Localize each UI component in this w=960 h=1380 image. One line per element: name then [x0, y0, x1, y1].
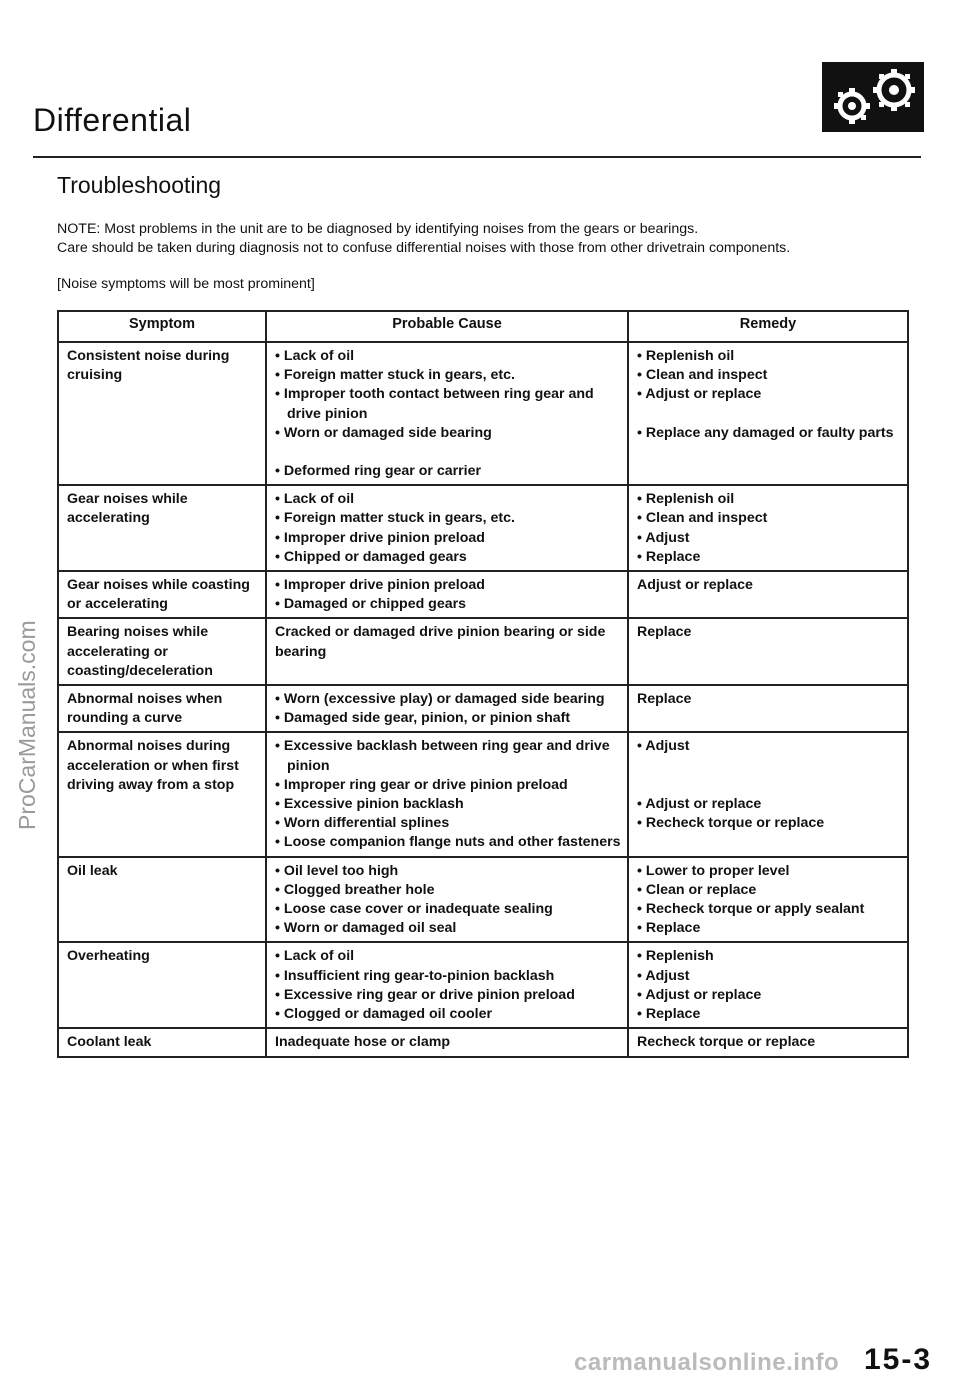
- cause-item: • Improper tooth contact between ring gear and drive pinion: [275, 385, 624, 423]
- remedy-cell: [628, 942, 908, 1028]
- remedy-cell: [628, 342, 908, 485]
- title-divider: [33, 156, 921, 158]
- remedy-item: • Adjust or replace: [637, 385, 904, 404]
- page-number: 15-3: [864, 1343, 933, 1376]
- remedy-cell: Adjust or replace: [628, 571, 908, 618]
- cause-item: • Lack of oil: [275, 490, 624, 509]
- remedy-item: • Adjust: [637, 737, 904, 756]
- table-row: [58, 857, 908, 943]
- cause-item: • Loose case cover or inadequate sealing: [275, 900, 624, 919]
- remedy-item: • Clean or replace: [637, 881, 904, 900]
- side-watermark: [6, 570, 46, 830]
- remedy-item: • Adjust or replace: [637, 986, 904, 1005]
- remedy-item: • Replenish oil: [637, 490, 904, 509]
- bottom-watermark: carmanualsonline.info: [574, 1349, 840, 1376]
- cause-cell: Inadequate hose or clamp: [266, 1028, 628, 1056]
- cause-item: • Excessive ring gear or drive pinion preload: [275, 986, 624, 1005]
- cause-item: • Worn differential splines: [275, 814, 624, 833]
- cause-item: • Worn (excessive play) or damaged side bearing: [275, 690, 624, 709]
- cause-cell: [266, 342, 628, 485]
- symptom-cell: Gear noises while coasting or accelerating: [58, 571, 266, 618]
- symptom-cell: Consistent noise during cruising: [58, 342, 266, 485]
- table-row: [58, 342, 908, 485]
- cause-item: • Clogged breather hole: [275, 881, 624, 900]
- remedy-cell: Replace: [628, 618, 908, 685]
- cause-item: • Lack of oil: [275, 347, 624, 366]
- table-row: [58, 1028, 908, 1056]
- note-line-2: Care should be taken during diagnosis not to confuse differential noises with those from other drivetrain components.: [57, 240, 791, 256]
- symptom-cell: Abnormal noises during acceleration or when first driving away from a stop: [58, 732, 266, 856]
- remedy-item: • Replenish: [637, 947, 904, 966]
- remedy-item: • Replace: [637, 919, 904, 938]
- remedy-cell: [628, 732, 908, 856]
- symptom-cell: Abnormal noises when rounding a curve: [58, 685, 266, 732]
- cause-item: • Excessive pinion backlash: [275, 795, 624, 814]
- gears-icon: [822, 62, 924, 132]
- cause-cell: [266, 571, 628, 618]
- table-row: [58, 618, 908, 685]
- remedy-item: • Adjust: [637, 967, 904, 986]
- page-title: Differential: [33, 102, 192, 138]
- header-probable-cause: Probable Cause: [266, 311, 628, 342]
- note-text: [57, 220, 917, 258]
- cause-item: • Improper drive pinion preload: [275, 529, 624, 548]
- cause-cell: [266, 732, 628, 856]
- table-row: [58, 732, 908, 856]
- symptom-cell: Gear noises while accelerating: [58, 485, 266, 571]
- remedy-cell: Replace: [628, 685, 908, 732]
- remedy-item: • Clean and inspect: [637, 509, 904, 528]
- cause-item: • Lack of oil: [275, 947, 624, 966]
- cause-item: • Excessive backlash between ring gear and drive pinion: [275, 737, 624, 775]
- cause-item: • Oil level too high: [275, 862, 624, 881]
- table-row: [58, 942, 908, 1028]
- cause-cell: [266, 485, 628, 571]
- remedy-item: • Lower to proper level: [637, 862, 904, 881]
- remedy-item: • Replace any damaged or faulty parts: [637, 424, 904, 443]
- cause-item: • Foreign matter stuck in gears, etc.: [275, 509, 624, 528]
- cause-item: • Clogged or damaged oil cooler: [275, 1005, 624, 1024]
- side-watermark-text: ProCarManuals.com: [14, 620, 40, 830]
- cause-item: • Worn or damaged oil seal: [275, 919, 624, 938]
- remedy-cell: [628, 485, 908, 571]
- remedy-item: • Replace: [637, 548, 904, 567]
- remedy-item: • Recheck torque or replace: [637, 814, 904, 833]
- cause-item: • Insufficient ring gear-to-pinion backlash: [275, 967, 624, 986]
- table-row: [58, 571, 908, 618]
- cause-item: • Improper drive pinion preload: [275, 576, 624, 595]
- remedy-item: • Replenish oil: [637, 347, 904, 366]
- cause-item: • Damaged side gear, pinion, or pinion shaft: [275, 709, 624, 728]
- cause-cell: [266, 942, 628, 1028]
- table-row: [58, 685, 908, 732]
- note-line-1: NOTE: Most problems in the unit are to be diagnosed by identifying noises from the gears or bearings.: [57, 221, 699, 237]
- cause-item: • Foreign matter stuck in gears, etc.: [275, 366, 624, 385]
- header-symptom: Symptom: [58, 311, 266, 342]
- cause-cell: [266, 685, 628, 732]
- remedy-item: • Adjust or replace: [637, 795, 904, 814]
- remedy-item: • Recheck torque or apply sealant: [637, 900, 904, 919]
- cause-item: • Damaged or chipped gears: [275, 595, 624, 614]
- cause-item: • Worn or damaged side bearing: [275, 424, 624, 443]
- remedy-cell: Recheck torque or replace: [628, 1028, 908, 1056]
- header-remedy: Remedy: [628, 311, 908, 342]
- cause-item: • Chipped or damaged gears: [275, 548, 624, 567]
- noise-symptoms-note: [Noise symptoms will be most prominent]: [57, 276, 315, 292]
- table-row: [58, 485, 908, 571]
- cause-item: • Deformed ring gear or carrier: [275, 462, 624, 481]
- symptom-cell: Coolant leak: [58, 1028, 266, 1056]
- cause-item: • Loose companion flange nuts and other fasteners: [275, 833, 624, 852]
- cause-cell: Cracked or damaged drive pinion bearing or side bearing: [266, 618, 628, 685]
- remedy-cell: [628, 857, 908, 943]
- troubleshooting-table: [57, 310, 909, 1058]
- symptom-cell: Bearing noises while accelerating or coasting/deceleration: [58, 618, 266, 685]
- cause-cell: [266, 857, 628, 943]
- remedy-item: • Replace: [637, 1005, 904, 1024]
- table-header-row: [58, 311, 908, 342]
- remedy-item: • Adjust: [637, 529, 904, 548]
- symptom-cell: Oil leak: [58, 857, 266, 943]
- symptom-cell: Overheating: [58, 942, 266, 1028]
- cause-item: • Improper ring gear or drive pinion preload: [275, 776, 624, 795]
- remedy-item: • Clean and inspect: [637, 366, 904, 385]
- section-title: Troubleshooting: [57, 172, 222, 198]
